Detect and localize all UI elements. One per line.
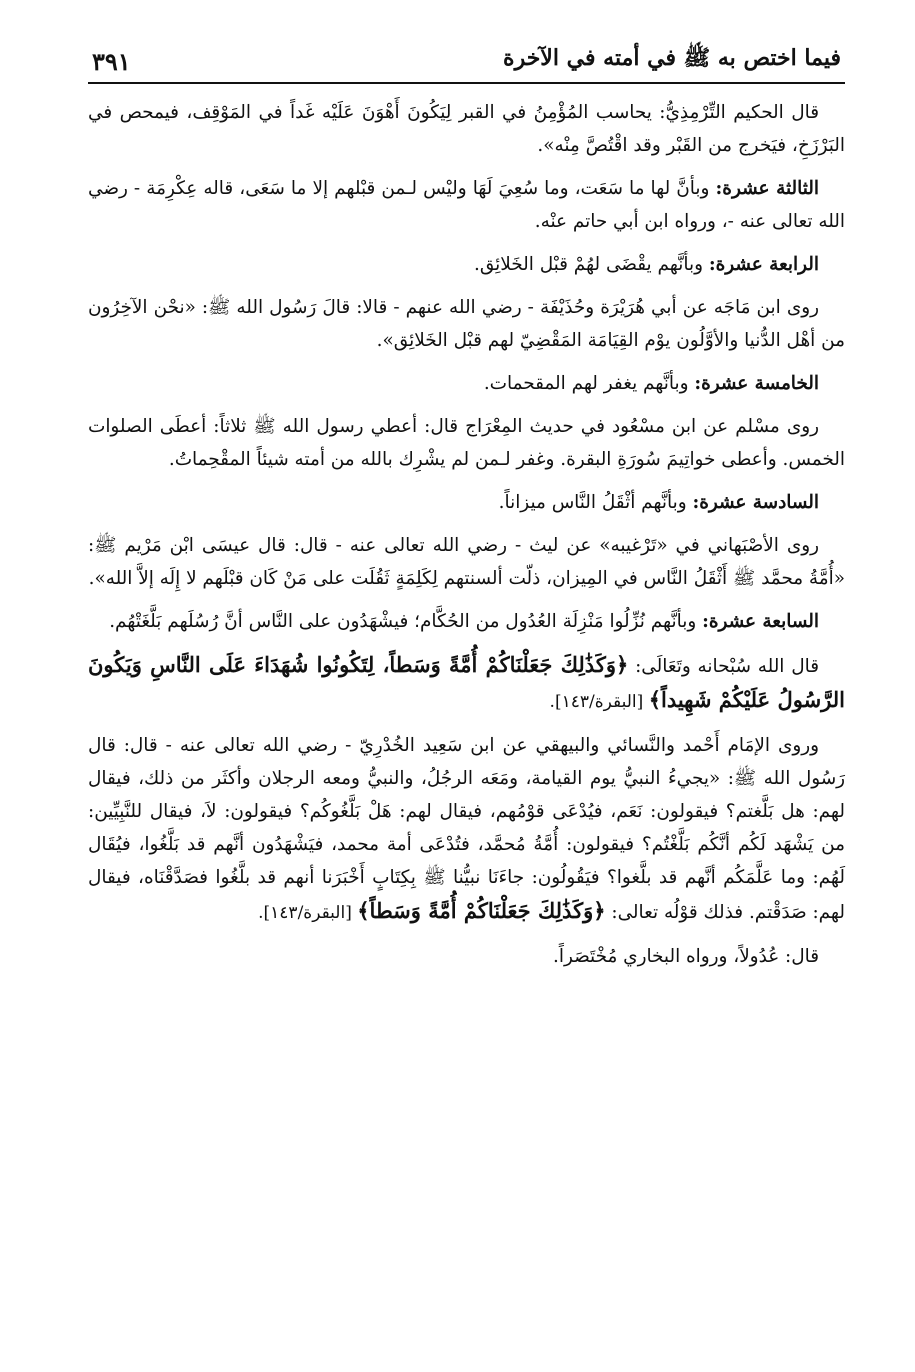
section-13-title: الثالثة عشرة: — [715, 178, 819, 199]
paragraph-section-15-hadith: روى مسْلم عن ابن مسْعُود في حديث المِعْرَاج قال: أعطي رسول الله ﷺ ثلاثاً: أعطَى الصلوات الخمس. وأعطى خواتِيمَ سُورَةِ البقرة. وغفر لـمن لم يشْرِك بالله من أمته شيئاً المقْحِماتُ. — [88, 416, 845, 470]
section-16-title: السادسة عشرة: — [692, 492, 819, 513]
page-body — [88, 96, 845, 973]
paragraph-long-hadith — [88, 729, 845, 930]
long-hadith-text: وروى الإمَام أَحْمد والنَّسائي والبيهقي عن ابن سَعِيد الخُدْرِيّ - رضي الله تعالى عنه - قال: قال رَسُول الله ﷺ: «يجيءُ النبيُّ يوم القيامة، ومَعَه الرجُلُ، والنبيُّ ومعه الرجلان وأكثَر من ذلك، فيقال لهم: هل بَلَّغتم؟ فيقولون: نَعَم، فيُدْعَى قوْمُهم، فيقال لهم: هَلْ بَلَّغُوكُم؟ فيقولون: لاَ، فيقال للنَّبِيِّين: من يَشْهَد لَكُم أنَّكُم بَلَّغْتُم؟ فيقولون: أُمَّةُ مُحمَّد، فتُدْعَى أمة محمد، فيَشْهَدُون أنَّهم قد بَلَّغُوا، فيُقَال لَهُم: وما عَلَّمَكُم أنَّهم قد بلَّغوا؟ فيَقُولُون: جاءَنَا نبيُّنا ﷺ بِكِتَابٍ أَخْبَرَنا أنهم قد بلَّغُوا فصَدَّقْنَاه، فيقال لهم: صَدَقْتم. فذلك قوْلُه تعالى: — [88, 735, 845, 923]
paragraph-section-14-hadith: روى ابن مَاجَه عن أبي هُرَيْرَة وحُذَيْفَة - رضي الله عنهم - قالا: قالَ رَسُول الله ﷺ: «نحْن الآخِرُون من أهْل الدُّنيا والأوَّلُون يوْم القِيَامَة المَقْضِيّ لهم قبْل الخَلائِق». — [88, 297, 845, 351]
quran-reference-2: [البقرة/١٤٣]. — [258, 903, 358, 923]
section-14 — [88, 248, 845, 281]
section-17-title: السابعة عشرة: — [702, 611, 819, 632]
paragraph-tirmidhi: قال الحكيم التِّرْمِذِيُّ: يحاسب المُؤْمِنُ في القبر لِيَكُونَ أَهْوَنَ عَلَيْه غَداً في المَوْقِف، فيمحص في البَرْزَخِ، فيَخرج من القَبْر وقد اقْتُصَّ مِنْه». — [88, 102, 845, 156]
page-number: ٣٩١ — [92, 47, 131, 76]
quran-verse: ﴿وَكَذَٰلِكَ جَعَلْنَاكُمْ أُمَّةً وَسَطاً، لِتَكُونُوا شُهَدَاءَ عَلَى النَّاسِ وَيَكُونَ الرَّسُولُ عَلَيْكُمْ شَهِيداً﴾ — [88, 652, 845, 712]
section-16-text: وبأنَّهم أثْقَلُ النَّاس ميزاناً. — [498, 492, 693, 513]
section-15 — [88, 367, 845, 400]
paragraph-quran-verse — [88, 648, 845, 719]
section-13 — [88, 172, 845, 238]
running-title: فيما اختص به ﷺ في أمته في الآخرة — [503, 45, 841, 71]
section-17-text: وبأنَّهم نُزِّلُوا مَنْزِلَة العُدُول من الحُكَّام؛ فيشْهَدُون على النَّاس أنَّ رُسُلَهم بَلَّغَتْهُم. — [109, 611, 703, 632]
quran-intro: قال الله سُبْحانه وتَعَالَى: — [628, 656, 819, 677]
section-16 — [88, 486, 845, 519]
quran-verse-2: ﴿وَكَذَٰلِكَ جَعَلْنَاكُمْ أُمَّةً وَسَطاً﴾ — [357, 898, 606, 923]
section-15-text: وبأنَّهم يغفر لهم المقحمات. — [483, 373, 695, 394]
section-15-title: الخامسة عشرة: — [694, 373, 819, 394]
section-14-title: الرابعة عشرة: — [708, 254, 819, 275]
running-head — [88, 44, 845, 84]
section-17 — [88, 605, 845, 638]
paragraph-section-16-hadith: روى الأصْبَهاني في «تَرْغيبه» عن ليث - رضي الله تعالى عنه - قال: قال عيسَى ابْن مَرْيم ﷺ: «أُمَّةُ محمَّد ﷺ أَثْقَلُ النَّاس في المِيزان، ذلّت ألسنتهم لِكَلِمَةٍ ثَقُلَت على مَنْ كَان قبْلَهم لا إِلَه إلاَّ الله». — [88, 535, 845, 589]
section-13-text: وبأنَّ لها ما سَعَت، وما سُعِيَ لَهَا وليْس لـمن قبْلهم إلا ما سَعَى، قاله عِكْرِمَة - رضي الله تعالى عنه -، ورواه ابن أبي حاتم عنْه. — [88, 178, 845, 232]
paragraph-closing: قال: عُدُولاً، ورواه البخاري مُخْتَصَراً. — [553, 946, 819, 967]
quran-reference: [البقرة/١٤٣]. — [549, 692, 649, 712]
section-14-text: وبأنَّهم يقْضَى لهُمْ قبْل الخَلائِق. — [473, 254, 709, 275]
